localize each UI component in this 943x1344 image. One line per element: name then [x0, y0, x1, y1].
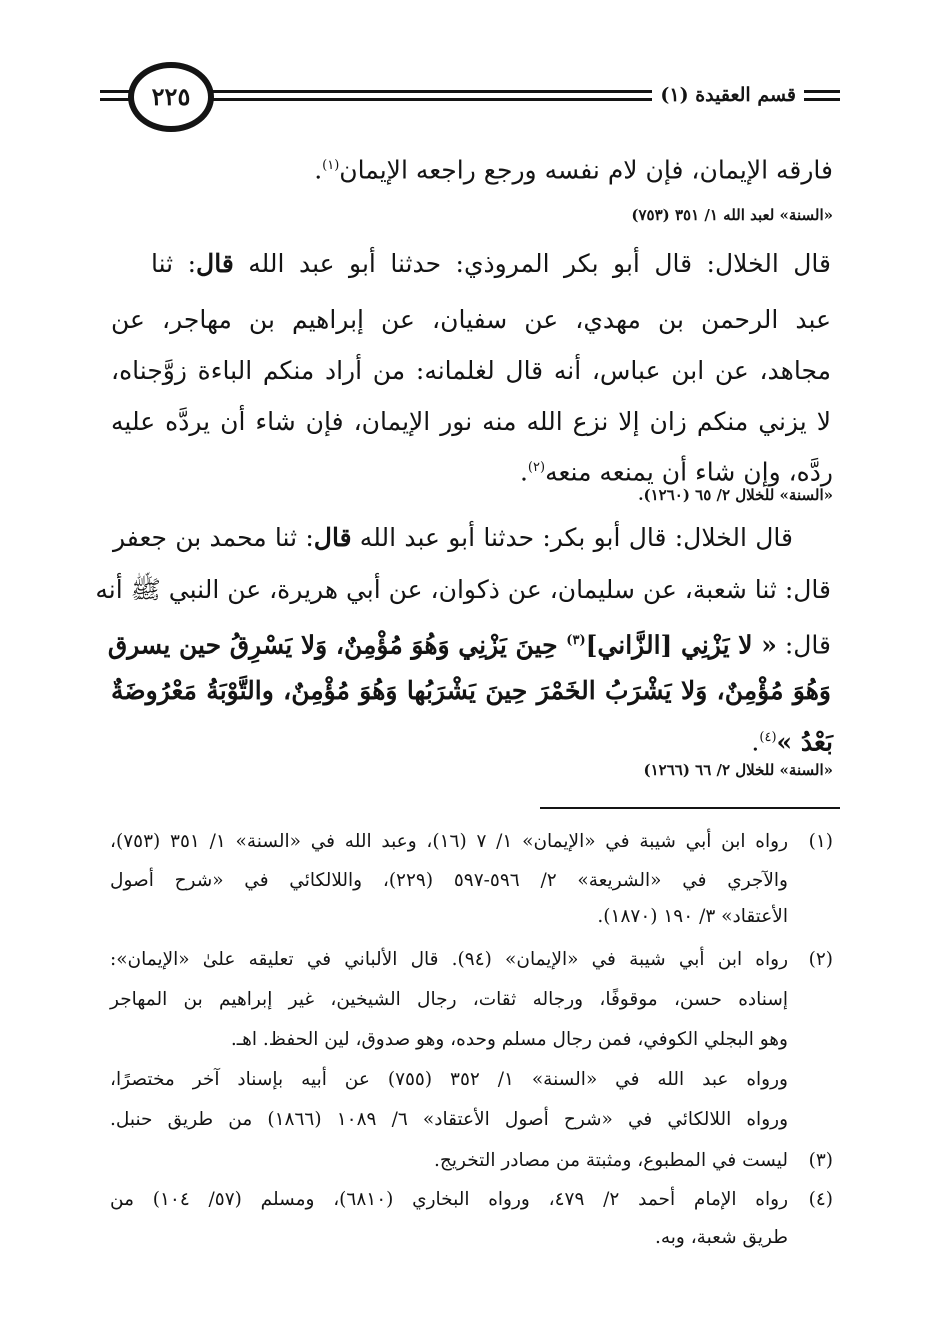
- text-line: ردَّه، وإن شاء أن يمنعه منعه$^{(٢)}$.: [519, 457, 833, 487]
- hadith-line: بَعْدُ »$^{(٤)}$.: [751, 727, 833, 757]
- source-citation: «السنة» للخلال ٢/ ٦٥ (١٢٦٠).: [638, 486, 833, 504]
- footnote-number: (٢): [808, 949, 833, 970]
- footnote-number: (٣): [808, 1150, 833, 1171]
- text-line: فارقه الإيمان، فإن لام نفسه ورجع راجعه الإيمان$^{(١)}$.: [314, 155, 833, 185]
- footnote-line: ليست في المطبوع، ومثبتة من مصادر التخريج.: [434, 1150, 788, 1171]
- footnote-line: ورواه اللالكائي في «شرح أصول الأعتقاد» ٦/ ١٠٨٩ (١٨٦٦) من طريق حنبل.: [110, 1109, 788, 1130]
- footnote-line: رواه ابن أبي شيبة في «الإيمان» ١/ ٧ (١٦)، وعبد الله في «السنة» ١/ ٣٥١ (٧٥٣)،: [110, 831, 789, 852]
- footnote-ref[interactable]: (١): [322, 158, 340, 173]
- footnote-number: (١): [808, 831, 833, 852]
- hadith-line: وَهُوَ مُؤْمِنٌ، وَلا يَشْرَبُ الخَمْرَ حِينَ يَشْرَبُها وَهُوَ مُؤْمِنٌ، والتَّوْبَةُ مَعْرُوضَةٌ: [111, 676, 831, 705]
- footnote-line: رواه ابن أبي شيبة في «الإيمان» (٩٤). قال الألباني في تعليقه علىٰ «الإيمان»:: [110, 949, 789, 970]
- hadith-line: قال: « لا يَزْنِي [الزَّاني]$^{(٣)}$ حِينَ يَزْنِي وَهُوَ مُؤْمِنٌ، وَلا يَسْرِقُ حين يسرق: [107, 630, 831, 660]
- footnote-separator: [540, 807, 840, 809]
- footnote-ref[interactable]: (٢): [527, 460, 546, 475]
- text-line: قال الخلال: قال أبو بكر المروذي: حدثنا أبو عبد الله قال: ثنا: [151, 249, 831, 278]
- text-line: قال الخلال: قال أبو بكر: حدثنا أبو عبد الله قال: ثنا محمد بن جعفر: [113, 523, 793, 552]
- page-number: ٢٢٥: [128, 62, 214, 132]
- footnote-ref[interactable]: (٣): [566, 633, 586, 648]
- footnote-line: إسناده حسن، موقوفًا، ورجاله ثقات، رجال الشيخين، غير إبراهيم بن المهاجر: [110, 989, 788, 1010]
- text-line: مجاهد، عن ابن عباس، أنه قال لغلمانه: من أراد منكم الباءة زوَّجناه،: [111, 356, 831, 385]
- footnote-line: والآجري في «الشريعة» ٢/ ٥٩٦-٥٩٧ (٢٢٩)، واللالكائي في «شرح أصول: [110, 870, 788, 891]
- footnote-line: طريق شعبة، وبه.: [654, 1227, 788, 1248]
- page-header: [100, 60, 840, 135]
- text-line: لا يزني منكم زان إلا نزع الله منه نور الإيمان، فإن شاء أن يردَّه عليه: [111, 407, 831, 436]
- footnote-line: وهو البجلي الكوفي، فمن رجال مسلم وحده، وهو صدوق، لين الحفظ. اهـ.: [230, 1029, 788, 1050]
- footnote-line: الأعتقاد» ٣/ ١٩٠ (١٨٧٠).: [597, 906, 788, 927]
- footnote-line: ورواه عبد الله في «السنة» ١/ ٣٥٢ (٧٥٥) عن أبيه بإسناد آخر مختصرًا،: [110, 1069, 788, 1090]
- running-title: قسم العقيدة (١): [652, 82, 804, 108]
- text-line: عبد الرحمن بن مهدي، عن سفيان، عن إبراهيم بن مهاجر، عن: [111, 305, 831, 334]
- text-line: قال: ثنا شعبة، عن سليمان، عن ذكوان، عن أبي هريرة، عن النبي ﷺ أنه: [95, 575, 831, 604]
- footnote-line: رواه الإمام أحمد ٢/ ٤٧٩، ورواه البخاري (٦٨١٠)، ومسلم (٥٧/ ١٠٤) من: [110, 1189, 789, 1210]
- footnote-ref[interactable]: (٤): [759, 730, 777, 745]
- source-citation: «السنة» للخلال ٢/ ٦٦ (١٢٦٦): [643, 761, 833, 779]
- footnote-number: (٤): [808, 1189, 833, 1210]
- source-citation: «السنة» لعبد الله ١/ ٣٥١ (٧٥٣): [631, 206, 833, 224]
